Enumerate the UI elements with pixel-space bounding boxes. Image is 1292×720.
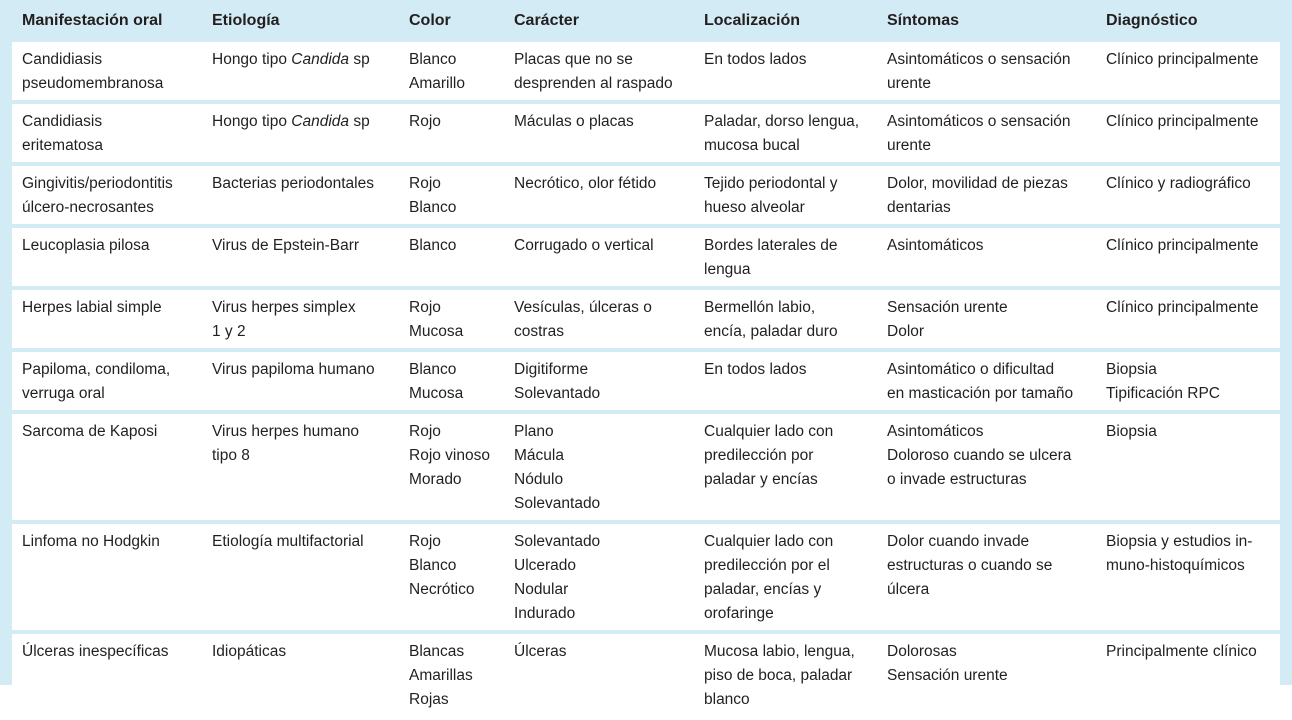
cell-etiologia bbox=[202, 104, 399, 162]
cell-localizacion: En todos lados bbox=[694, 42, 877, 100]
header-localizacion: Localización bbox=[704, 12, 801, 29]
cell-etiologia bbox=[202, 42, 399, 100]
cell-manifestacion: Herpes labial simple bbox=[12, 290, 202, 348]
cell-diagnostico: Clínico principalmente bbox=[1096, 104, 1280, 162]
cell-caracter: Máculas o placas bbox=[504, 104, 694, 162]
oral-manifestations-table bbox=[12, 0, 1280, 720]
cell-color: Blanco Amarillo bbox=[399, 42, 504, 100]
cell-diagnostico: Clínico principalmente bbox=[1096, 228, 1280, 286]
cell-color: Blanco Mucosa bbox=[399, 352, 504, 410]
table-header bbox=[12, 0, 1280, 38]
cell-sintomas: Sensación urente Dolor bbox=[877, 290, 1096, 348]
header-etiologia: Etiología bbox=[212, 12, 280, 29]
cell-color: Rojo bbox=[399, 104, 504, 162]
cell-manifestacion: Leucoplasia pilosa bbox=[12, 228, 202, 286]
cell-localizacion: Cualquier lado con predilección por paladar y encías bbox=[694, 414, 877, 520]
cell-color: Rojo Mucosa bbox=[399, 290, 504, 348]
header-row bbox=[12, 0, 1280, 38]
cell-color: Rojo Rojo vinoso Morado bbox=[399, 414, 504, 520]
cell-diagnostico: Biopsia bbox=[1096, 414, 1280, 520]
etiologia-genus: Candida bbox=[291, 113, 350, 130]
cell-etiologia: Virus herpes simplex 1 y 2 bbox=[202, 290, 399, 348]
cell-sintomas: Asintomáticos Doloroso cuando se ulcera o invade estructuras bbox=[877, 414, 1096, 520]
cell-etiologia: Virus papiloma humano bbox=[202, 352, 399, 410]
cell-caracter: Corrugado o vertical bbox=[504, 228, 694, 286]
cell-manifestacion: Úlceras inespecíficas bbox=[12, 634, 202, 716]
cell-diagnostico: Clínico principalmente bbox=[1096, 290, 1280, 348]
header-caracter: Carácter bbox=[514, 12, 579, 29]
etiologia-suffix: sp bbox=[349, 51, 370, 68]
cell-diagnostico: Biopsia Tipificación RPC bbox=[1096, 352, 1280, 410]
table-row bbox=[12, 524, 1280, 630]
cell-caracter: Placas que no se desprenden al raspado bbox=[504, 42, 694, 100]
cell-color: Blanco bbox=[399, 228, 504, 286]
cell-color: Rojo Blanco bbox=[399, 166, 504, 224]
cell-sintomas: Asintomáticos o sensación urente bbox=[877, 104, 1096, 162]
cell-localizacion: Paladar, dorso lengua, mucosa bucal bbox=[694, 104, 877, 162]
cell-manifestacion: Candidiasis eritematosa bbox=[12, 104, 202, 162]
cell-sintomas: Dolorosas Sensación urente bbox=[877, 634, 1096, 716]
table-row bbox=[12, 228, 1280, 286]
table-row bbox=[12, 634, 1280, 716]
cell-etiologia: Etiología multifactorial bbox=[202, 524, 399, 630]
cell-color: Rojo Blanco Necrótico bbox=[399, 524, 504, 630]
cell-caracter: Digitiforme Solevantado bbox=[504, 352, 694, 410]
etiologia-text: Hongo tipo bbox=[212, 51, 292, 68]
cell-diagnostico: Clínico principalmente bbox=[1096, 42, 1280, 100]
cell-manifestacion: Gingivitis/periodontitis úlcero-necrosantes bbox=[12, 166, 202, 224]
table-row bbox=[12, 42, 1280, 100]
cell-caracter: Solevantado Ulcerado Nodular Indurado bbox=[504, 524, 694, 630]
etiologia-suffix: sp bbox=[349, 113, 370, 130]
cell-sintomas: Asintomáticos bbox=[877, 228, 1096, 286]
etiologia-text: Hongo tipo bbox=[212, 113, 292, 130]
cell-localizacion: Bordes laterales de lengua bbox=[694, 228, 877, 286]
table-row bbox=[12, 104, 1280, 162]
cell-localizacion: Mucosa labio, lengua, piso de boca, paladar blanco bbox=[694, 634, 877, 716]
cell-localizacion: En todos lados bbox=[694, 352, 877, 410]
header-diagnostico: Diagnóstico bbox=[1106, 12, 1198, 29]
cell-localizacion: Cualquier lado con predilección por el paladar, encías y orofaringe bbox=[694, 524, 877, 630]
cell-sintomas: Dolor cuando invade estructuras o cuando se úlcera bbox=[877, 524, 1096, 630]
cell-manifestacion: Papiloma, condiloma, verruga oral bbox=[12, 352, 202, 410]
cell-etiologia: Virus de Epstein-Barr bbox=[202, 228, 399, 286]
cell-sintomas: Dolor, movilidad de piezas dentarias bbox=[877, 166, 1096, 224]
cell-localizacion: Tejido periodontal y hueso alveolar bbox=[694, 166, 877, 224]
table-row bbox=[12, 352, 1280, 410]
cell-color: Blancas Amarillas Rojas bbox=[399, 634, 504, 716]
etiologia-genus: Candida bbox=[291, 51, 350, 68]
cell-diagnostico: Biopsia y estudios in- muno-histoquímicos bbox=[1096, 524, 1280, 630]
cell-diagnostico: Clínico y radiográfico bbox=[1096, 166, 1280, 224]
cell-caracter: Plano Mácula Nódulo Solevantado bbox=[504, 414, 694, 520]
cell-manifestacion: Candidiasis pseudomembranosa bbox=[12, 42, 202, 100]
cell-sintomas: Asintomático o dificultad en masticación por tamaño bbox=[877, 352, 1096, 410]
cell-manifestacion: Sarcoma de Kaposi bbox=[12, 414, 202, 520]
cell-etiologia: Bacterias periodontales bbox=[202, 166, 399, 224]
cell-etiologia: Virus herpes humano tipo 8 bbox=[202, 414, 399, 520]
cell-diagnostico: Principalmente clínico bbox=[1096, 634, 1280, 716]
header-manifestacion: Manifestación oral bbox=[22, 12, 163, 29]
cell-caracter: Vesículas, úlceras o costras bbox=[504, 290, 694, 348]
table-row bbox=[12, 414, 1280, 520]
cell-manifestacion: Linfoma no Hodgkin bbox=[12, 524, 202, 630]
cell-caracter: Úlceras bbox=[504, 634, 694, 716]
table-row bbox=[12, 166, 1280, 224]
header-sintomas: Síntomas bbox=[887, 12, 960, 29]
table-row bbox=[12, 290, 1280, 348]
cell-localizacion: Bermellón labio, encía, paladar duro bbox=[694, 290, 877, 348]
header-color: Color bbox=[409, 12, 451, 29]
cell-caracter: Necrótico, olor fétido bbox=[504, 166, 694, 224]
table-body bbox=[12, 42, 1280, 716]
cell-etiologia: Idiopáticas bbox=[202, 634, 399, 716]
cell-sintomas: Asintomáticos o sensación urente bbox=[877, 42, 1096, 100]
